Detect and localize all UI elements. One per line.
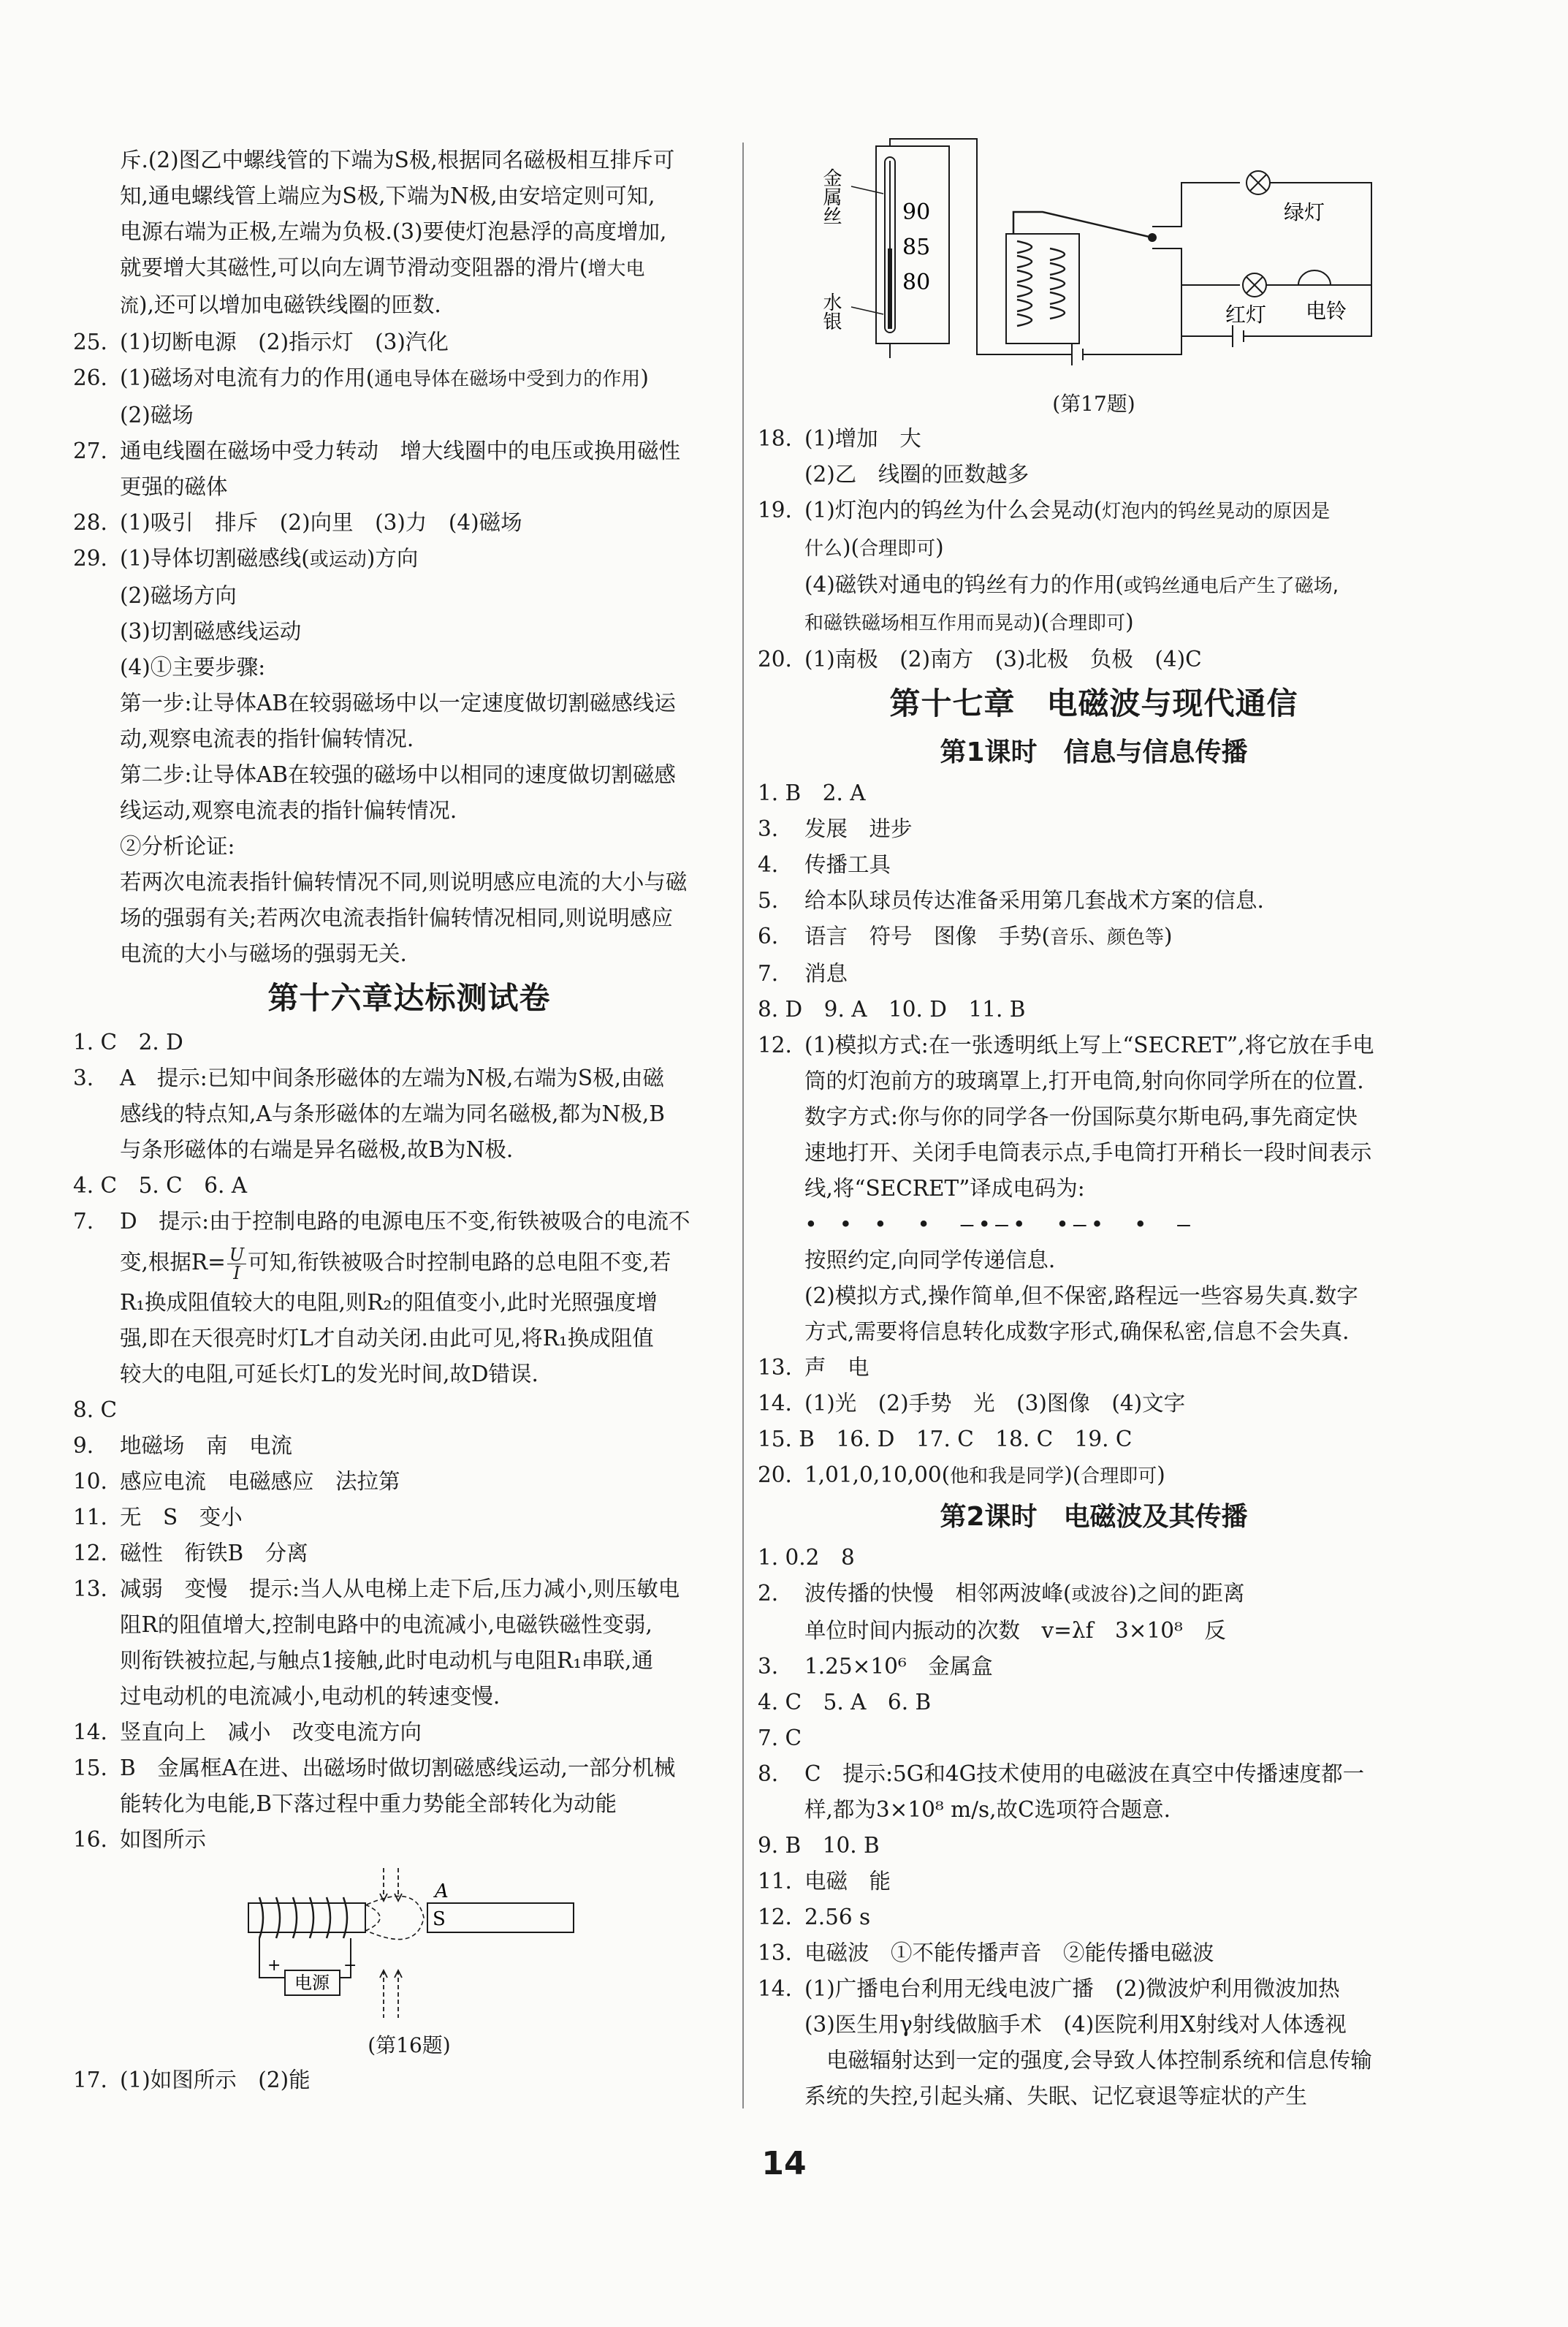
fig17-t80: 80 <box>902 270 931 295</box>
fig17-metal-wire-label: 金属丝 <box>820 168 842 225</box>
s-answer-4-6: 4. C 5. A 6. B <box>758 1690 932 1715</box>
left-column <box>73 143 745 2098</box>
answer-28: 28. (1)吸引 排斥 (2)向里 (3)力 (4)磁场 <box>73 510 522 535</box>
answer-26: 26. (1)磁场对电流有力的作用(通电导体在磁场中受到力的作用) (2)磁场 <box>73 365 649 428</box>
s-answer-11: 11. 电磁 能 <box>758 1869 891 1894</box>
answer-11: 11. 无 S 变小 <box>73 1505 243 1530</box>
chapter16-test-heading: 第十六章达标测试卷 <box>267 980 551 1016</box>
r-answer-13: 13. 声 电 <box>758 1355 869 1380</box>
right-column <box>758 143 1430 2114</box>
answer-14: 14. 竖直向上 减小 改变电流方向 <box>73 1720 422 1745</box>
answer-15: 15. B 金属框A在进、出磁场时做切割磁感线运动,一部分机械 能转化为电能,B下落过程中重力势能全部转化为动能 <box>73 1755 676 1816</box>
answer-17: 17. (1)如图所示 (2)能 <box>73 2068 311 2092</box>
r-answer-15-19: 15. B 16. D 17. C 18. C 19. C <box>758 1427 1133 1451</box>
answer-29: 29. (1)导体切割磁感线(或运动)方向 (2)磁场方向 (3)切割磁感线运动 (4)①主要步骤: 第一步:让导体AB在较弱磁场中以一定速度做切割磁感线运 动,观察电流表的指针偏转情况. 第二步:让导体AB在较强的磁场中以相同的速度做切割磁感 线运动,观察电流表的指针偏转情况. ②分析论证: 若两次电流表指针偏转情况不同,则说明感应电流的大小与磁 场的强弱有关;若两次电流表指针偏转情况相同,则说明感应 电流的大小与磁场的强弱无关. <box>73 546 688 966</box>
answer-8: 8. C <box>73 1397 118 1422</box>
r-answer-3: 3. 发展 进步 <box>758 816 913 841</box>
chapter17-heading: 第十七章 电磁波与现代通信 <box>889 686 1298 721</box>
answer-1-2: 1. C 2. D <box>73 1030 183 1055</box>
morse-code: • • • • —•—• •—• • — <box>804 1212 1195 1237</box>
fig17-t90: 90 <box>902 200 931 225</box>
svg-text:+: + <box>267 1956 281 1975</box>
s-answer-12: 12. 2.56 s <box>758 1905 871 1929</box>
r-answer-8-11: 8. D 9. A 10. D 11. B <box>758 997 1026 1022</box>
figure-17-circuit-diagram <box>820 139 1386 387</box>
answer-18: 18. (1)增加 大 (2)乙 线圈的匝数越多 <box>758 426 1030 487</box>
answer-20: 20. (1)南极 (2)南方 (3)北极 负极 (4)C <box>758 647 1202 672</box>
answer-16: 16. 如图所示 <box>73 1827 207 1852</box>
answer-13: 13. 减弱 变慢 提示:当人从电梯上走下后,压力减小,则压敏电 阻R的阻值增大,控制电路中的电流减小,电磁铁磁性变弱, 则衔铁被拉起,与触点1接触,此时电动机与电阻R₁串联,通 过电动机的电流减小,电动机的转速变慢. <box>73 1576 680 1709</box>
s-answer-1: 1. 0.2 8 <box>758 1545 855 1570</box>
s-answer-7: 7. C <box>758 1726 802 1750</box>
svg-text:−: − <box>343 1956 357 1975</box>
lesson2-heading: 第2课时 电磁波及其传播 <box>940 1502 1248 1532</box>
figure-16-caption: (第16题) <box>368 2033 451 2057</box>
fig16-s-label: S <box>433 1908 446 1930</box>
answer-9: 9. 地磁场 南 电流 <box>73 1433 293 1458</box>
answer-10: 10. 感应电流 电磁感应 法拉第 <box>73 1469 400 1494</box>
answer-4-6: 4. C 5. C 6. A <box>73 1173 248 1198</box>
r-answer-1-2: 1. B 2. A <box>758 781 866 805</box>
fig17-green-lamp-label: 绿灯 <box>1284 200 1325 224</box>
q24-continued: 斥.(2)图乙中螺线管的下端为S极,根据同名磁极相互排斥可 知,通电螺线管上端应为S极,下端为N极,由安培定则可知, 电源右端为正极,左端为负极.(3)要使灯泡悬浮的高度增加, 就要增大其磁性,可以向左调节滑动变阻器的滑片(增大电 流),还可以增加电磁铁线圈的匝数. <box>120 148 675 317</box>
page-number: 14 <box>761 2145 807 2182</box>
fig17-mercury-label: 水银 <box>820 292 842 330</box>
answer-19: 19. (1)灯泡内的钨丝为什么会晃动(灯泡内的钨丝晃动的原因是 什么)(合理即可) (4)磁铁对通电的钨丝有力的作用(或钨丝通电后产生了磁场, 和磁铁磁场相互作用而晃动)(合理即可) <box>758 498 1339 634</box>
r-answer-5: 5. 给本队球员传达准备采用第几套战术方案的信息. <box>758 888 1264 913</box>
fig17-red-lamp-label: 红灯 <box>1225 303 1267 327</box>
r-answer-7: 7. 消息 <box>758 961 848 986</box>
s-answer-3: 3. 1.25×10⁶ 金属盒 <box>758 1654 993 1679</box>
formula-u-over-i: $\frac{U}{I}$ <box>227 1246 246 1282</box>
s-answer-14: 14. (1)广播电台利用无线电波广播 (2)微波炉利用微波加热 (3)医生用γ射线做脑手术 (4)医院利用X射线对人体透视 电磁辐射达到一定的强度,会导致人体控制系统和信息传输 系统的失控,引起头痛、失眠、记忆衰退等症状的产生 <box>758 1976 1372 2108</box>
figure-16-solenoid-diagram <box>241 1861 585 2029</box>
s-answer-8: 8. C 提示:5G和4G技术使用的电磁波在真空中传播速度都一 样,都为3×10⁸ m/s,故C选项符合题意. <box>758 1761 1365 1822</box>
fig17-t85: 85 <box>902 235 931 260</box>
s-answer-2: 2. 波传播的快慢 相邻两波峰(或波谷)之间的距离 单位时间内振动的次数 v=λf 3×10⁸ 反 <box>758 1581 1245 1643</box>
r-answer-12: 12. (1)模拟方式:在一张透明纸上写上“SECRET”,将它放在手电 筒的灯泡前方的玻璃罩上,打开电筒,射向你同学所在的位置. 数字方式:你与你的同学各一份国际莫尔斯电码,事先商定快 速地打开、关闭手电筒表示点,手电筒打开稍长一段时间表示 线,将“SECRET”译成电码为: • • • • —•—• •—• • — 按照约定,向同学传递信息. (2)模拟方式,操作简单,但不保密,路程远一些容易失真.数字 方式,需要将信息转化成数字形式,确保私密,信息不会失真. <box>758 1028 1430 1350</box>
fig17-bell-label: 电铃 <box>1306 299 1347 323</box>
r-answer-6: 6. 语言 符号 图像 手势(音乐、颜色等) <box>758 924 1173 949</box>
lesson1-heading: 第1课时 信息与信息传播 <box>940 737 1248 767</box>
answer-7: 7. D 提示:由于控制电路的电源电压不变,衔铁被吸合的电流不 变,根据R= $\frac{U}{I}$ 可知,衔铁被吸合时控制电路的总电阻不变,若 R₁换成阻值较大的电阻,则R₂的阻值变小,此时光照强度增 强,即在天很亮时灯L才自动关闭.由此可见,将R₁换成阻值 较大的电阻,可延长灯L的发光时间,故D错误. <box>73 1209 690 1386</box>
s-answer-9-10: 9. B 10. B <box>758 1833 880 1858</box>
answer-25: 25. (1)切断电源 (2)指示灯 (3)汽化 <box>73 330 449 354</box>
answer-27: 27. 通电线圈在磁场中受力转动 增大线圈中的电压或换用磁性 更强的磁体 <box>73 439 681 499</box>
r-answer-20: 20. 1,01,0,10,00(他和我是同学)(合理即可) <box>758 1462 1165 1487</box>
figure-17-caption: (第17题) <box>1052 392 1135 416</box>
r-answer-4: 4. 传播工具 <box>758 852 891 877</box>
fig16-a-label: A <box>435 1880 449 1902</box>
r-answer-14: 14. (1)光 (2)手势 光 (3)图像 (4)文字 <box>758 1391 1186 1416</box>
answer-3: 3. A 提示:已知中间条形磁体的左端为N极,右端为S极,由磁 感线的特点知,A与条形磁体的左端为同名磁极,都为N极,B 与条形磁体的右端是异名磁极,故B为N极. <box>73 1066 665 1162</box>
fig16-power-label: 电源 <box>294 1973 330 1993</box>
s-answer-13: 13. 电磁波 ①不能传播声音 ②能传播电磁波 <box>758 1940 1214 1965</box>
answer-12: 12. 磁性 衔铁B 分离 <box>73 1541 308 1565</box>
